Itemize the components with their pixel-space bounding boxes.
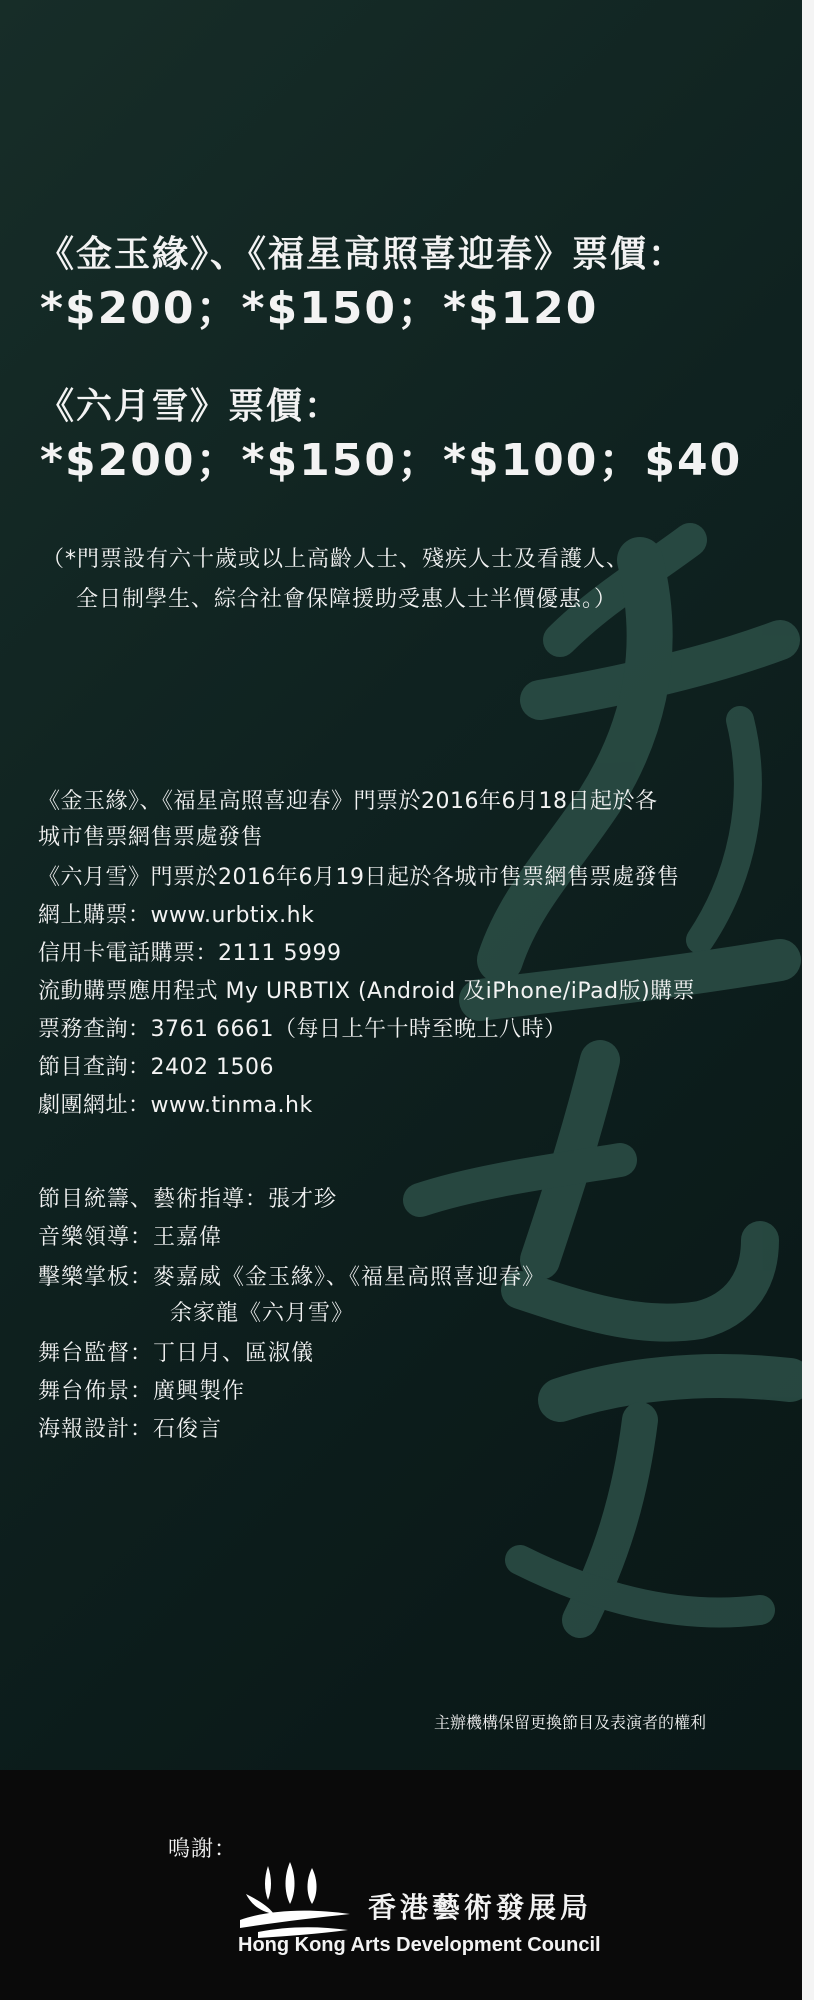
acknowledgement-footer [0,1770,802,2000]
credit-line: 擊樂掌板：麥嘉威《金玉緣》、《福星高照喜迎春》 [38,1265,546,1290]
acknowledgement-label: 鳴謝： [168,1837,238,1862]
org-name-cn: 香港藝術發展局 [368,1891,593,1924]
credit-line: 節目統籌、藝術指導：張才珍 [38,1187,338,1212]
credit-line: 音樂領導：王嘉偉 [38,1225,223,1250]
credit-line: 舞台佈景：廣興製作 [38,1379,246,1404]
scan-border [802,0,814,2000]
ticketing-line: 流動購票應用程式 My URBTIX (Android 及iPhone/iPad版)購票 [38,979,696,1004]
price-heading-2: 《六月雪》票價： [38,386,343,427]
concession-note-line-2: 全日制學生、綜合社會保障援助受惠人士半價優惠。） [76,587,618,612]
organiser-disclaimer: 主辦機構保留更換節目及表演者的權利 [434,1713,707,1732]
price-values-1: *$200；*$150；*$120 [40,283,599,334]
ticketing-line: 《六月雪》門票於2016年6月19日起於各城市售票網售票處發售 [38,865,680,890]
ticketing-line: 城市售票網售票處發售 [38,825,264,850]
ticketing-line: 票務查詢：3761 6661（每日上午十時至晚上八時） [38,1017,567,1042]
org-name-en: Hong Kong Arts Development Council [238,1934,601,1956]
credit-line: 舞台監督：丁日月、區淑儀 [38,1341,315,1366]
ticketing-line: 節目查詢：2402 1506 [38,1055,274,1080]
concession-note-line-1: （*門票設有六十歲或以上高齡人士、殘疾人士及看護人、 [42,547,630,572]
ticketing-line: 信用卡電話購票：2111 5999 [38,941,342,966]
credit-line: 余家龍《六月雪》 [170,1301,355,1326]
hkadc-logo-icon [238,1860,358,1940]
ticketing-line: 《金玉緣》、《福星高照喜迎春》門票於2016年6月18日起於各 [38,789,658,814]
price-values-2: *$200；*$150；*$100；$40 [40,435,743,486]
price-heading-1: 《金玉緣》、《福星高照喜迎春》票價： [38,234,687,275]
ticketing-line: 網上購票：www.urbtix.hk [38,903,315,928]
ticketing-line: 劇團網址：www.tinma.hk [38,1093,313,1118]
credit-line: 海報設計：石俊言 [38,1417,223,1442]
